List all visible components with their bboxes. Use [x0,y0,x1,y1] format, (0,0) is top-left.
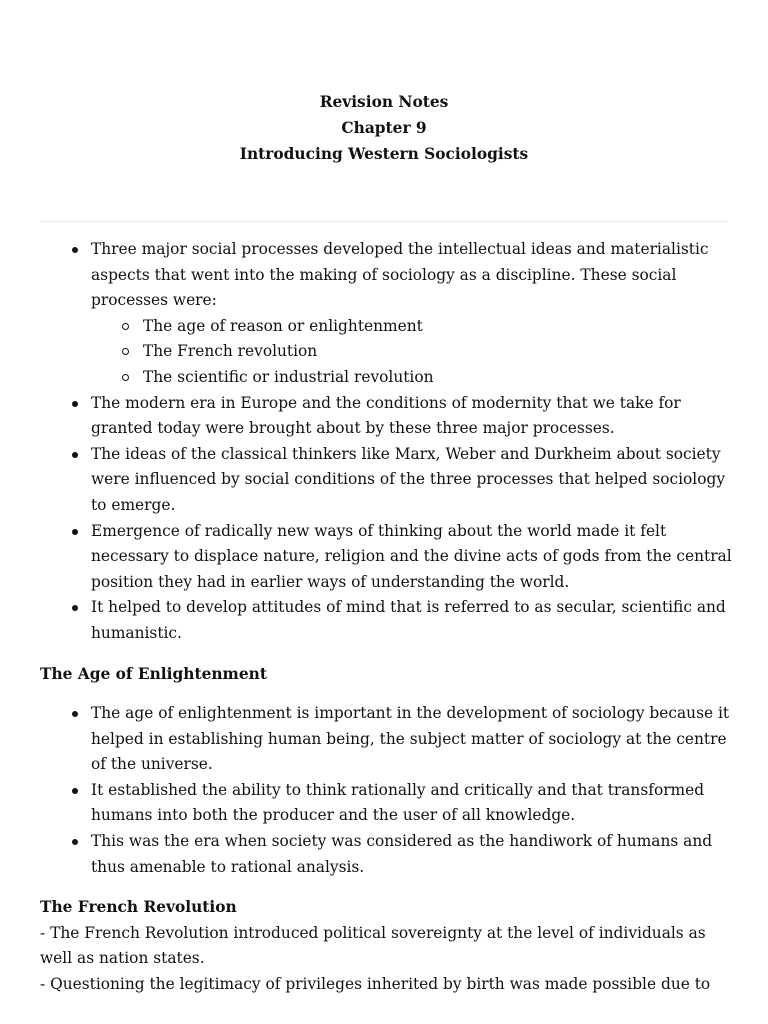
sub-list-item [91,365,740,391]
sub-list-item-text: The scientific or industrial revolution [143,367,434,386]
sub-list-item-text: The age of reason or enlightenment [143,316,423,335]
french-revolution-line: - The French Revolution introduced political sovereignty at the level of individuals as well as nation states. [40,923,706,968]
intro-bullet-list [40,237,740,647]
list-item-text: Three major social processes developed the intellectual ideas and materialistic aspects that went into the making of sociology as a discipline. These social processes were: [91,240,709,310]
sub-list-item-text: The French revolution [143,342,318,361]
enlightenment-heading: The Age of Enlightenment [40,664,267,683]
bullet-dot-icon [72,605,78,611]
list-item-text: The age of enlightenment is important in the development of sociology because it helped in establishing human being, the subject matter of sociology at the centre of the universe. [91,704,730,774]
sub-list-item [91,314,740,340]
list-item [40,442,740,519]
list-item [40,519,740,596]
document-title-block [0,89,768,167]
header-divider [40,221,728,222]
social-processes-sublist [91,314,740,391]
list-item [40,778,740,829]
bullet-dot-icon [72,452,78,458]
list-item [40,391,740,442]
french-revolution-heading: The French Revolution [40,898,237,917]
bullet-dot-icon [72,247,78,253]
chapter-number: Chapter 9 [341,119,427,137]
list-item [40,829,740,880]
list-item-text: It helped to develop attitudes of mind that is referred to as secular, scientific and humanistic. [91,598,726,642]
bullet-dot-icon [72,529,78,535]
enlightenment-bullet-list [40,701,740,880]
list-item-text: This was the era when society was considered as the handiwork of humans and thus amenable to rational analysis. [91,832,713,876]
list-item [40,595,740,646]
list-item-text: The modern era in Europe and the conditions of modernity that we take for granted today were brought about by these three major processes. [91,393,681,438]
bullet-dot-icon [72,788,78,794]
list-item-text: Emergence of radically new ways of thinking about the world made it felt necessary to displace nature, religion and the divine acts of gods from the central position they had in earlier ways of understanding the world. [91,521,732,591]
list-item [40,237,740,391]
french-revolution-line: - Questioning the legitimacy of privileges inherited by birth was made possible due to [40,975,711,994]
list-item-text: It established the ability to think rationally and critically and that transformed humans into both the producer and the user of all knowledge. [91,780,705,825]
bullet-dot-icon [72,839,78,845]
list-item-text: The ideas of the classical thinkers like Marx, Weber and Durkheim about society were influenced by social conditions of the three processes that helped sociology to emerge. [91,444,726,514]
bullet-circle-icon [122,348,129,355]
revision-notes-title: Revision Notes [319,93,449,111]
bullet-dot-icon [72,401,78,407]
document-body [40,237,740,998]
bullet-circle-icon [122,374,129,381]
bullet-circle-icon [122,323,129,330]
chapter-title: Introducing Western Sociologists [239,145,529,163]
bullet-dot-icon [72,711,78,717]
sub-list-item [91,339,740,365]
list-item [40,701,740,778]
